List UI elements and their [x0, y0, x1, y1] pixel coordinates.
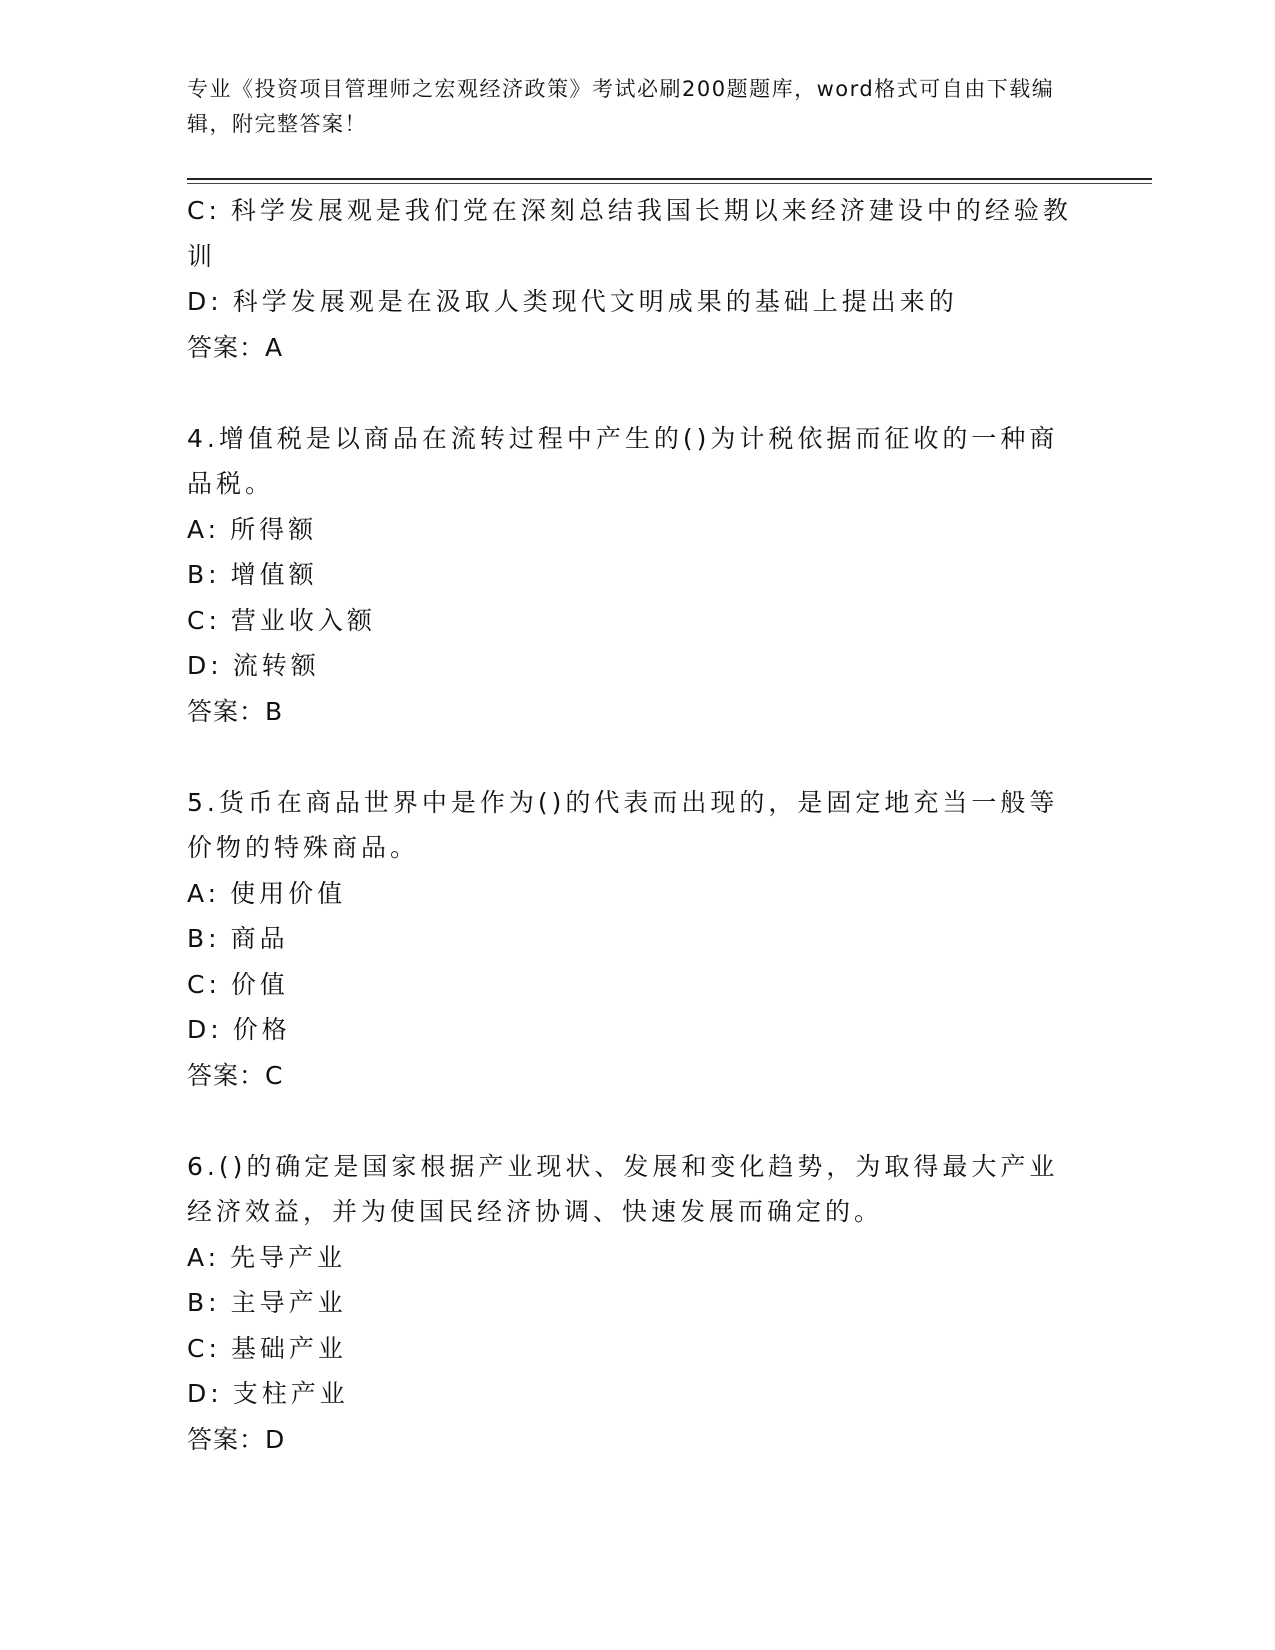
option-text: 流转额: [232, 651, 320, 680]
spacer: [187, 370, 1087, 416]
option-b: [187, 916, 1087, 962]
option-label: B:: [187, 1288, 221, 1317]
option-c: [187, 962, 1087, 1008]
spacer: [187, 734, 1087, 780]
option-text: 所得额: [230, 514, 318, 544]
option-label: A:: [187, 514, 221, 544]
question-text: 5.货币在商品世界中是作为()的代表而出现的，是固定地充当一般等价物的特殊商品。: [187, 787, 1059, 862]
option-text: 支柱产业: [232, 1379, 349, 1408]
option-label: B:: [187, 924, 221, 953]
option-c: [187, 188, 1087, 279]
option-label: D:: [187, 287, 223, 316]
question-text: 6.()的确定是国家根据产业现状、发展和变化趋势，为取得最大产业经济效益，并为使国民经济协调、快速发展而确定的。: [187, 1151, 1059, 1226]
option-a: [187, 1235, 1087, 1281]
option-b: [187, 1280, 1087, 1326]
option-b: [187, 552, 1087, 598]
question-content: [187, 188, 1087, 1462]
option-d: [187, 643, 1087, 689]
header-rule-thin: [187, 183, 1152, 184]
header-title: 专业《投资项目管理师之宏观经济政策》考试必刷200题题库，word格式可自由下载编辑，附完整答案！: [187, 77, 1055, 136]
option-label: B:: [187, 560, 221, 589]
option-a: [187, 871, 1087, 917]
option-label: D:: [187, 1015, 223, 1044]
spacer: [187, 1098, 1087, 1144]
option-a: [187, 507, 1087, 553]
question-fragment: [187, 188, 1087, 370]
option-c: [187, 1326, 1087, 1372]
option-c: [187, 598, 1087, 644]
option-d: [187, 1371, 1087, 1417]
page-header: [187, 72, 1087, 142]
option-label: A:: [187, 878, 221, 908]
option-text: 商品: [230, 924, 289, 953]
answer-line: 答案：C: [187, 1060, 284, 1090]
answer-line: 答案：D: [187, 1424, 286, 1454]
option-text: 主导产业: [230, 1288, 347, 1317]
option-d: [187, 279, 1087, 325]
option-text: 营业收入额: [230, 605, 376, 635]
option-text: 增值额: [230, 560, 318, 589]
option-label: D:: [187, 651, 223, 680]
option-text: 科学发展观是在汲取人类现代文明成果的基础上提出来的: [232, 287, 958, 316]
option-label: C:: [187, 605, 221, 635]
question-block: [187, 416, 1087, 735]
option-d: [187, 1007, 1087, 1053]
option-label: A:: [187, 1242, 221, 1272]
header-rule-thick: [187, 178, 1152, 180]
option-text: 科学发展观是我们党在深刻总结我国长期以来经济建设中的经验教训: [187, 196, 1072, 271]
option-text: 价值: [230, 969, 289, 999]
question-block: [187, 1144, 1087, 1463]
question-block: [187, 780, 1087, 1099]
question-text: 4.增值税是以商品在流转过程中产生的()为计税依据而征收的一种商品税。: [187, 423, 1059, 498]
option-label: C:: [187, 196, 221, 225]
answer-line: 答案：B: [187, 696, 284, 726]
option-label: D:: [187, 1379, 223, 1408]
option-text: 基础产业: [230, 1333, 347, 1363]
option-label: C:: [187, 1333, 221, 1363]
option-text: 价格: [232, 1015, 291, 1044]
answer-line: 答案：A: [187, 332, 284, 362]
option-label: C:: [187, 969, 221, 999]
option-text: 先导产业: [230, 1242, 347, 1272]
option-text: 使用价值: [230, 878, 347, 908]
